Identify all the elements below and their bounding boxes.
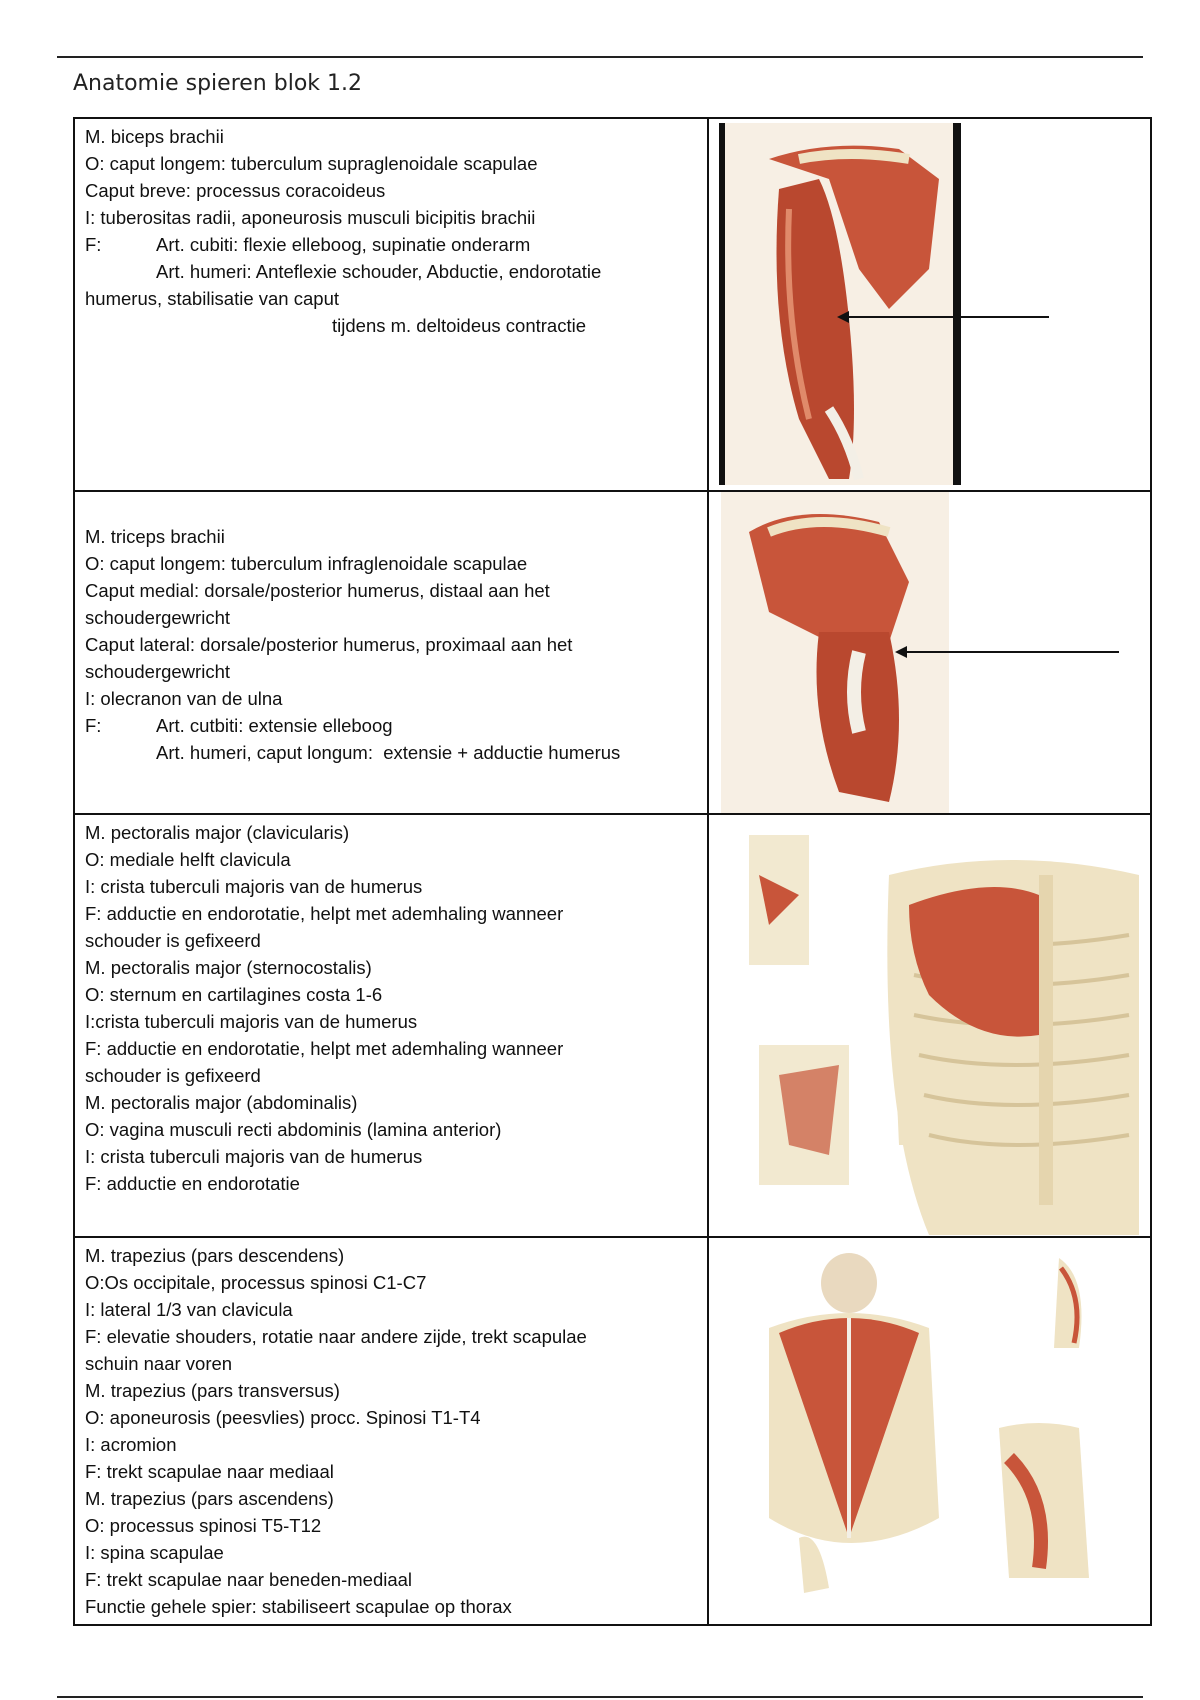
line-text: F: adductie en endorotatie, helpt met ademhaling wanneer <box>85 1038 564 1059</box>
biceps-description <box>74 118 708 491</box>
text-line <box>85 1008 697 1035</box>
text-line <box>85 177 697 204</box>
text-line <box>85 900 697 927</box>
line-text: O: caput longem: tuberculum supraglenoidale scapulae <box>85 153 538 174</box>
text-line <box>85 577 697 604</box>
text-line <box>85 604 697 631</box>
line-text: I: lateral 1/3 van clavicula <box>85 1299 293 1320</box>
trapezius-illustration <box>709 1238 1150 1616</box>
line-text: M. trapezius (pars descendens) <box>85 1245 345 1266</box>
text-line <box>85 1485 697 1512</box>
line-text: M. pectoralis major (abdominalis) <box>85 1092 358 1113</box>
line-text: humerus, stabilisatie van caput <box>85 288 339 309</box>
triceps-figure-cell <box>708 491 1151 814</box>
line-text: I:crista tuberculi majoris van de humerus <box>85 1011 418 1032</box>
line-text: I: acromion <box>85 1434 177 1455</box>
line-text: schuin naar voren <box>85 1353 233 1374</box>
text-line <box>85 258 697 285</box>
trapezius-description <box>74 1237 708 1625</box>
line-text: I: crista tuberculi majoris van de humerus <box>85 1146 423 1167</box>
text-line <box>85 631 697 658</box>
text-line <box>85 496 697 523</box>
pectoralis-figure-cell <box>708 814 1151 1237</box>
text-line <box>85 739 697 766</box>
line-text: F: elevatie shouders, rotatie naar andere zijde, trekt scapulae <box>85 1326 587 1347</box>
line-text: Art. cutbiti: extensie elleboog <box>156 715 393 736</box>
line-text: F: trekt scapulae naar mediaal <box>85 1461 334 1482</box>
line-text: O:Os occipitale, processus spinosi C1-C7 <box>85 1272 427 1293</box>
line-text: M. trapezius (pars transversus) <box>85 1380 340 1401</box>
line-text: Caput medial: dorsale/posterior humerus, distaal aan het <box>85 580 550 601</box>
line-text: schoudergewricht <box>85 607 230 628</box>
text-line <box>85 312 697 339</box>
line-text: Art. cubiti: flexie elleboog, supinatie onderarm <box>156 234 531 255</box>
text-line <box>85 285 697 312</box>
table-row-triceps <box>74 491 1151 814</box>
table-row-biceps <box>74 118 1151 491</box>
text-line <box>85 1242 697 1269</box>
line-text: O: mediale helft clavicula <box>85 849 291 870</box>
text-line <box>85 1566 697 1593</box>
line-text: I: crista tuberculi majoris van de humerus <box>85 876 423 897</box>
text-line <box>85 1512 697 1539</box>
line-text: I: olecranon van de ulna <box>85 688 283 709</box>
text-line <box>85 1269 697 1296</box>
line-text: schouder is gefixeerd <box>85 1065 261 1086</box>
text-line <box>85 658 697 685</box>
text-line <box>85 954 697 981</box>
pectoralis-description <box>74 814 708 1237</box>
text-line <box>85 204 697 231</box>
line-text: Art. humeri, caput longum: extensie + adductie humerus <box>156 742 621 763</box>
text-line <box>85 1377 697 1404</box>
trapezius-figure-cell <box>708 1237 1151 1625</box>
text-line <box>85 1062 697 1089</box>
text-line <box>85 1539 697 1566</box>
line-text: M. pectoralis major (sternocostalis) <box>85 957 372 978</box>
text-line <box>85 231 697 258</box>
text-line <box>85 150 697 177</box>
text-line <box>85 1404 697 1431</box>
muscle-table <box>73 117 1152 1626</box>
text-line <box>85 927 697 954</box>
text-line <box>85 1143 697 1170</box>
line-text: M. trapezius (pars ascendens) <box>85 1488 334 1509</box>
line-text: F: trekt scapulae naar beneden-mediaal <box>85 1569 413 1590</box>
table-row-pectoralis <box>74 814 1151 1237</box>
line-text: F: adductie en endorotatie, helpt met ademhaling wanneer <box>85 903 564 924</box>
line-text: Caput lateral: dorsale/posterior humerus, proximaal aan het <box>85 634 573 655</box>
text-line <box>85 1350 697 1377</box>
line-text: O: aponeurosis (peesvlies) procc. Spinosi T1-T4 <box>85 1407 481 1428</box>
line-text: I: tuberositas radii, aponeurosis musculi bicipitis brachii <box>85 207 536 228</box>
text-line <box>85 712 697 739</box>
line-text: I: spina scapulae <box>85 1542 224 1563</box>
line-text: F: adductie en endorotatie <box>85 1173 300 1194</box>
line-text: O: vagina musculi recti abdominis (lamina anterior) <box>85 1119 502 1140</box>
text-line <box>85 873 697 900</box>
line-text: M. triceps brachii <box>85 526 225 547</box>
table-row-trapezius <box>74 1237 1151 1625</box>
text-line <box>85 1431 697 1458</box>
text-line <box>85 550 697 577</box>
line-text: Caput breve: processus coracoideus <box>85 180 386 201</box>
text-line <box>85 685 697 712</box>
triceps-description <box>74 491 708 814</box>
text-line <box>85 1593 697 1620</box>
line-text: schoudergewricht <box>85 661 230 682</box>
document-title: Anatomie spieren blok 1.2 <box>73 71 362 96</box>
text-line <box>85 1323 697 1350</box>
text-line <box>85 846 697 873</box>
text-line <box>85 523 697 550</box>
line-text: O: caput longem: tuberculum infraglenoidale scapulae <box>85 553 528 574</box>
text-line <box>85 1116 697 1143</box>
text-line <box>85 123 697 150</box>
line-text: tijdens m. deltoideus contractie <box>332 315 586 336</box>
text-line <box>85 1089 697 1116</box>
line-text: M. pectoralis major (clavicularis) <box>85 822 350 843</box>
biceps-illustration <box>709 119 1150 490</box>
line-text: schouder is gefixeerd <box>85 930 261 951</box>
line-text: M. biceps brachii <box>85 126 224 147</box>
line-lead: F: <box>85 715 102 736</box>
pectoralis-illustration <box>709 815 1150 1236</box>
line-text: Functie gehele spier: stabiliseert scapulae op thorax <box>85 1596 512 1617</box>
line-text: Art. humeri: Anteflexie schouder, Abductie, endorotatie <box>156 261 602 282</box>
line-lead: F: <box>85 234 102 255</box>
line-text: O: sternum en cartilagines costa 1-6 <box>85 984 383 1005</box>
text-line <box>85 981 697 1008</box>
text-line <box>85 1458 697 1485</box>
text-line <box>85 1170 697 1197</box>
triceps-illustration <box>709 492 1150 813</box>
text-line <box>85 1296 697 1323</box>
text-line <box>85 1035 697 1062</box>
text-line <box>85 819 697 846</box>
bottom-rule <box>57 1696 1143 1698</box>
top-rule <box>57 56 1143 58</box>
biceps-figure-cell <box>708 118 1151 491</box>
line-text: O: processus spinosi T5-T12 <box>85 1515 322 1536</box>
